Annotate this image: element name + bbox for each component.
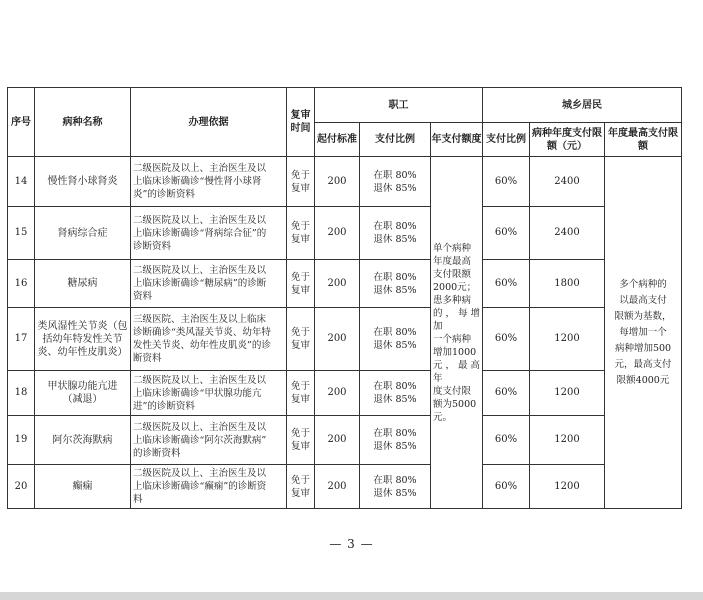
cell-ratio: 在职 80% 退休 85%	[360, 207, 431, 260]
cell-disease: 糖尿病	[35, 260, 131, 308]
cell-res-ratio: 60%	[483, 260, 530, 308]
cell-disease: 阿尔茨海默病	[35, 416, 131, 465]
cell-ratio: 在职 80% 退休 85%	[360, 465, 431, 509]
header-basis: 办理依据	[131, 88, 287, 157]
cell-res-ratio: 60%	[483, 371, 530, 416]
cell-ratio: 在职 80% 退休 85%	[360, 416, 431, 465]
disease-payment-table	[7, 87, 682, 509]
cell-review: 免于 复审	[287, 465, 315, 509]
cell-basis: 二级医院及以上、主治医生及以 上临床诊断确诊“糖尿病”的诊断 资料	[131, 260, 287, 308]
header-start: 起付标准	[315, 123, 360, 157]
cell-start: 200	[315, 207, 360, 260]
header-resident-group: 城乡居民	[483, 88, 682, 123]
page-number: — 3 —	[329, 537, 374, 551]
cell-seq: 18	[8, 371, 35, 416]
cell-review: 免于 复审	[287, 416, 315, 465]
table-row	[8, 465, 682, 509]
cell-res-ratio: 60%	[483, 207, 530, 260]
cell-start: 200	[315, 157, 360, 207]
cell-start: 200	[315, 260, 360, 308]
header-res-limit: 病种年度支付限额（元）	[530, 123, 605, 157]
cell-res-limit: 1200	[530, 416, 605, 465]
cell-basis: 二级医院及以上、主治医生及以 上临床诊断确诊“慢性肾小球肾 炎”的诊断资料	[131, 157, 287, 207]
cell-seq: 14	[8, 157, 35, 207]
cell-start: 200	[315, 308, 360, 371]
cell-ratio: 在职 80% 退休 85%	[360, 371, 431, 416]
header-disease: 病种名称	[35, 88, 131, 157]
cell-basis: 三级医院、主治医生及以上临床 诊断确诊“类风湿关节炎、幼年特 发性关节炎、幼年性皮肌炎”的诊 断资料	[131, 308, 287, 371]
header-res-max: 年度最高支付限额	[605, 123, 682, 157]
cell-seq: 17	[8, 308, 35, 371]
cell-resident-annual-max: 多个病种的 以最高支付 限额为基数， 每增加一个 病种增加500 元，最高支付 限额4000元	[605, 157, 682, 509]
cell-ratio: 在职 80% 退休 85%	[360, 260, 431, 308]
cell-basis: 二级医院及以上、主治医生及以 上临床诊断确诊“癫痫”的诊断资 料	[131, 465, 287, 509]
cell-res-limit: 1200	[530, 308, 605, 371]
cell-res-ratio: 60%	[483, 416, 530, 465]
cell-seq: 20	[8, 465, 35, 509]
cell-res-ratio: 60%	[483, 465, 530, 509]
cell-start: 200	[315, 465, 360, 509]
cell-res-limit: 1800	[530, 260, 605, 308]
cell-review: 免于 复审	[287, 260, 315, 308]
cell-basis: 二级医院及以上、主治医生及以 上临床诊断确诊“甲状腺功能亢 进”的诊断资料	[131, 371, 287, 416]
header-seq: 序号	[8, 88, 35, 157]
cell-res-limit: 1200	[530, 371, 605, 416]
cell-review: 免于 复审	[287, 308, 315, 371]
cell-review: 免于 复审	[287, 207, 315, 260]
cell-start: 200	[315, 371, 360, 416]
cell-res-ratio: 60%	[483, 308, 530, 371]
cell-ratio: 在职 80% 退休 85%	[360, 157, 431, 207]
cell-basis: 二级医院及以上、主治医生及以 上临床诊断确诊“阿尔茨海默病” 的诊断资料	[131, 416, 287, 465]
cell-res-limit: 2400	[530, 157, 605, 207]
cell-review: 免于 复审	[287, 371, 315, 416]
cell-seq: 19	[8, 416, 35, 465]
header-annual: 年支付额度	[431, 123, 483, 157]
cell-employee-annual-quota: 单个病种 年度最高 支付限额 2000元； 患多种病 的，每增加 一个病种 增加1000 元，最高年 度支付限 额为5000 元。	[431, 157, 483, 509]
cell-seq: 15	[8, 207, 35, 260]
cell-disease: 类风湿性关节炎（包 括幼年特发性关节 炎、幼年性皮肌炎）	[35, 308, 131, 371]
cell-review: 免于 复审	[287, 157, 315, 207]
table-row	[8, 416, 682, 465]
header-ratio: 支付比例	[360, 123, 431, 157]
header-res-ratio: 支付比例	[483, 123, 530, 157]
cell-disease: 肾病综合症	[35, 207, 131, 260]
cell-basis: 二级医院及以上、主治医生及以 上临床诊断确诊“肾病综合征”的 诊断资料	[131, 207, 287, 260]
cell-disease: 癫痫	[35, 465, 131, 509]
table-row	[8, 207, 682, 260]
cell-res-limit: 2400	[530, 207, 605, 260]
cell-start: 200	[315, 416, 360, 465]
header-review: 复审时间	[287, 88, 315, 157]
cell-ratio: 在职 80% 退休 85%	[360, 308, 431, 371]
table-row	[8, 260, 682, 308]
cell-disease: 甲状腺功能亢进 （减退）	[35, 371, 131, 416]
table-row	[8, 157, 682, 207]
table-row	[8, 371, 682, 416]
table-row	[8, 308, 682, 371]
header-row-1	[8, 88, 682, 123]
viewer-bottom-bar	[0, 592, 703, 600]
header-employee-group: 职工	[315, 88, 483, 123]
cell-disease: 慢性肾小球肾炎	[35, 157, 131, 207]
cell-seq: 16	[8, 260, 35, 308]
cell-res-ratio: 60%	[483, 157, 530, 207]
cell-res-limit: 1200	[530, 465, 605, 509]
